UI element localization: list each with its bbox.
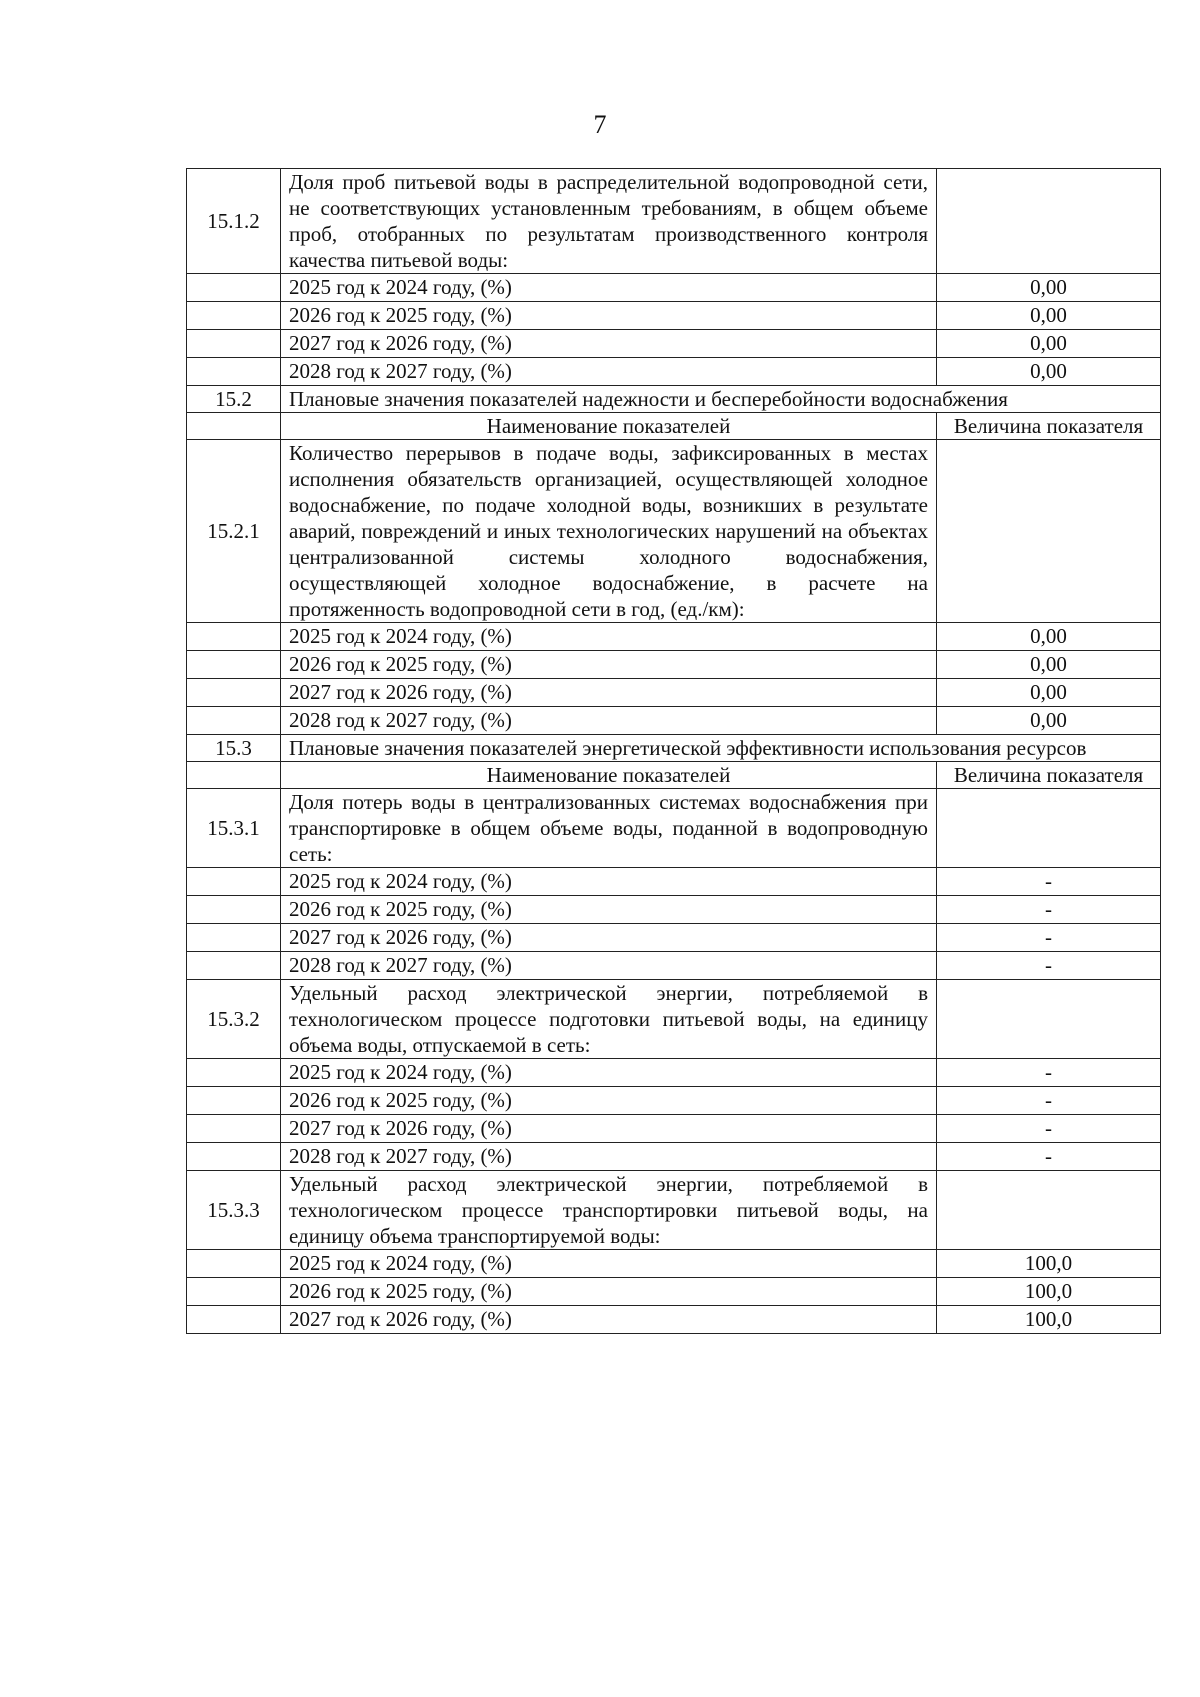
- table-row: [187, 762, 1161, 789]
- indicator-value: 100,0: [937, 1250, 1161, 1278]
- table-row: [187, 440, 1161, 623]
- row-number: [187, 707, 281, 735]
- indicator-name: Удельный расход электрической энергии, потребляемой в технологическом процессе подготовки питьевой воды, на единицу объема воды, отпускаемой в сеть:: [281, 980, 937, 1059]
- indicators-table: [186, 168, 1161, 1334]
- row-number: [187, 330, 281, 358]
- indicator-value: [937, 980, 1161, 1059]
- indicator-name: 2026 год к 2025 году, (%): [281, 1278, 937, 1306]
- indicator-value: [937, 440, 1161, 623]
- row-number: [187, 413, 281, 440]
- table-row: [187, 789, 1161, 868]
- section-title: Плановые значения показателей надежности и бесперебойности водоснабжения: [281, 386, 1161, 413]
- indicator-name: 2028 год к 2027 году, (%): [281, 707, 937, 735]
- row-number: [187, 358, 281, 386]
- indicator-name: 2026 год к 2025 году, (%): [281, 302, 937, 330]
- indicator-value: [937, 1171, 1161, 1250]
- indicator-value: -: [937, 924, 1161, 952]
- indicator-name: 2028 год к 2027 году, (%): [281, 358, 937, 386]
- table-row: [187, 679, 1161, 707]
- row-number: 15.3: [187, 735, 281, 762]
- table-row: [187, 924, 1161, 952]
- indicator-name: Количество перерывов в подаче воды, зафиксированных в местах исполнения обязательств организацией, осуществляющей холодное водоснабжение, по подаче холодной воды, возникших в результате аварий, повреждений и иных технологических нарушений на объектах централизованной системы холодного водоснабжения, осуществляющей холодное водоснабжение, в расчете на протяженность водопроводной сети в год, (ед./км):: [281, 440, 937, 623]
- indicator-name: 2025 год к 2024 году, (%): [281, 1250, 937, 1278]
- indicator-value: -: [937, 952, 1161, 980]
- table-row: [187, 330, 1161, 358]
- row-number: [187, 952, 281, 980]
- indicator-value: 0,00: [937, 302, 1161, 330]
- indicator-name: 2027 год к 2026 году, (%): [281, 924, 937, 952]
- column-header-value: Величина показателя: [937, 762, 1161, 789]
- indicator-value: 0,00: [937, 679, 1161, 707]
- table-row: [187, 651, 1161, 679]
- row-number: [187, 623, 281, 651]
- indicator-value: 0,00: [937, 623, 1161, 651]
- indicator-value: 100,0: [937, 1278, 1161, 1306]
- indicator-name: Доля проб питьевой воды в распределительной водопроводной сети, не соответствующих установленным требованиям, в общем объеме проб, отобранных по результатам производственного контроля качества питьевой воды:: [281, 169, 937, 274]
- indicator-name: 2027 год к 2026 году, (%): [281, 1306, 937, 1334]
- row-number: [187, 1143, 281, 1171]
- table-row: [187, 623, 1161, 651]
- indicator-name: Доля потерь воды в централизованных системах водоснабжения при транспортировке в общем объеме воды, поданной в водопроводную сеть:: [281, 789, 937, 868]
- row-number: [187, 274, 281, 302]
- table-row: [187, 707, 1161, 735]
- indicator-name: 2028 год к 2027 году, (%): [281, 1143, 937, 1171]
- row-number: 15.3.2: [187, 980, 281, 1059]
- table-row: [187, 274, 1161, 302]
- row-number: [187, 868, 281, 896]
- row-number: [187, 302, 281, 330]
- indicator-name: 2025 год к 2024 году, (%): [281, 868, 937, 896]
- indicator-value: [937, 169, 1161, 274]
- row-number: [187, 762, 281, 789]
- indicator-value: 0,00: [937, 358, 1161, 386]
- indicator-value: 0,00: [937, 330, 1161, 358]
- table-row: [187, 1143, 1161, 1171]
- indicator-value: -: [937, 1059, 1161, 1087]
- indicator-name: 2026 год к 2025 году, (%): [281, 896, 937, 924]
- table-row: [187, 358, 1161, 386]
- column-header-name: Наименование показателей: [281, 413, 937, 440]
- row-number: [187, 896, 281, 924]
- indicator-name: 2027 год к 2026 году, (%): [281, 330, 937, 358]
- indicator-name: 2025 год к 2024 году, (%): [281, 623, 937, 651]
- table-row: [187, 1171, 1161, 1250]
- indicator-value: 0,00: [937, 707, 1161, 735]
- indicator-name: Удельный расход электрической энергии, потребляемой в технологическом процессе транспортировки питьевой воды, на единицу объема транспортируемой воды:: [281, 1171, 937, 1250]
- row-number: 15.2: [187, 386, 281, 413]
- table-row: [187, 1278, 1161, 1306]
- row-number: [187, 1278, 281, 1306]
- row-number: [187, 1306, 281, 1334]
- table-row: [187, 1250, 1161, 1278]
- row-number: [187, 1250, 281, 1278]
- table-row: [187, 169, 1161, 274]
- row-number: 15.1.2: [187, 169, 281, 274]
- row-number: 15.3.3: [187, 1171, 281, 1250]
- indicator-name: 2025 год к 2024 году, (%): [281, 274, 937, 302]
- indicator-value: 0,00: [937, 274, 1161, 302]
- indicator-name: 2026 год к 2025 году, (%): [281, 651, 937, 679]
- indicator-name: 2026 год к 2025 году, (%): [281, 1087, 937, 1115]
- indicator-value: -: [937, 1143, 1161, 1171]
- row-number: 15.3.1: [187, 789, 281, 868]
- indicator-name: 2027 год к 2026 году, (%): [281, 679, 937, 707]
- page-number: 7: [593, 110, 607, 139]
- row-number: [187, 924, 281, 952]
- indicator-value: 100,0: [937, 1306, 1161, 1334]
- row-number: [187, 651, 281, 679]
- table-row: [187, 1306, 1161, 1334]
- indicator-value: [937, 789, 1161, 868]
- column-header-value: Величина показателя: [937, 413, 1161, 440]
- table-row: [187, 896, 1161, 924]
- indicator-value: -: [937, 1115, 1161, 1143]
- row-number: 15.2.1: [187, 440, 281, 623]
- table-row: [187, 302, 1161, 330]
- table-row: [187, 413, 1161, 440]
- row-number: [187, 1115, 281, 1143]
- table-row: [187, 980, 1161, 1059]
- indicator-name: 2025 год к 2024 году, (%): [281, 1059, 937, 1087]
- indicator-value: 0,00: [937, 651, 1161, 679]
- table-row: [187, 1115, 1161, 1143]
- indicator-value: -: [937, 896, 1161, 924]
- table-row: [187, 735, 1161, 762]
- table-row: [187, 1059, 1161, 1087]
- column-header-name: Наименование показателей: [281, 762, 937, 789]
- indicator-name: 2028 год к 2027 году, (%): [281, 952, 937, 980]
- indicators-table-body: [187, 169, 1161, 1334]
- table-row: [187, 868, 1161, 896]
- table-row: [187, 1087, 1161, 1115]
- row-number: [187, 1087, 281, 1115]
- row-number: [187, 1059, 281, 1087]
- indicator-value: -: [937, 1087, 1161, 1115]
- row-number: [187, 679, 281, 707]
- indicator-name: 2027 год к 2026 году, (%): [281, 1115, 937, 1143]
- table-row: [187, 952, 1161, 980]
- indicator-value: -: [937, 868, 1161, 896]
- table-row: [187, 386, 1161, 413]
- section-title: Плановые значения показателей энергетической эффективности использования ресурсов: [281, 735, 1161, 762]
